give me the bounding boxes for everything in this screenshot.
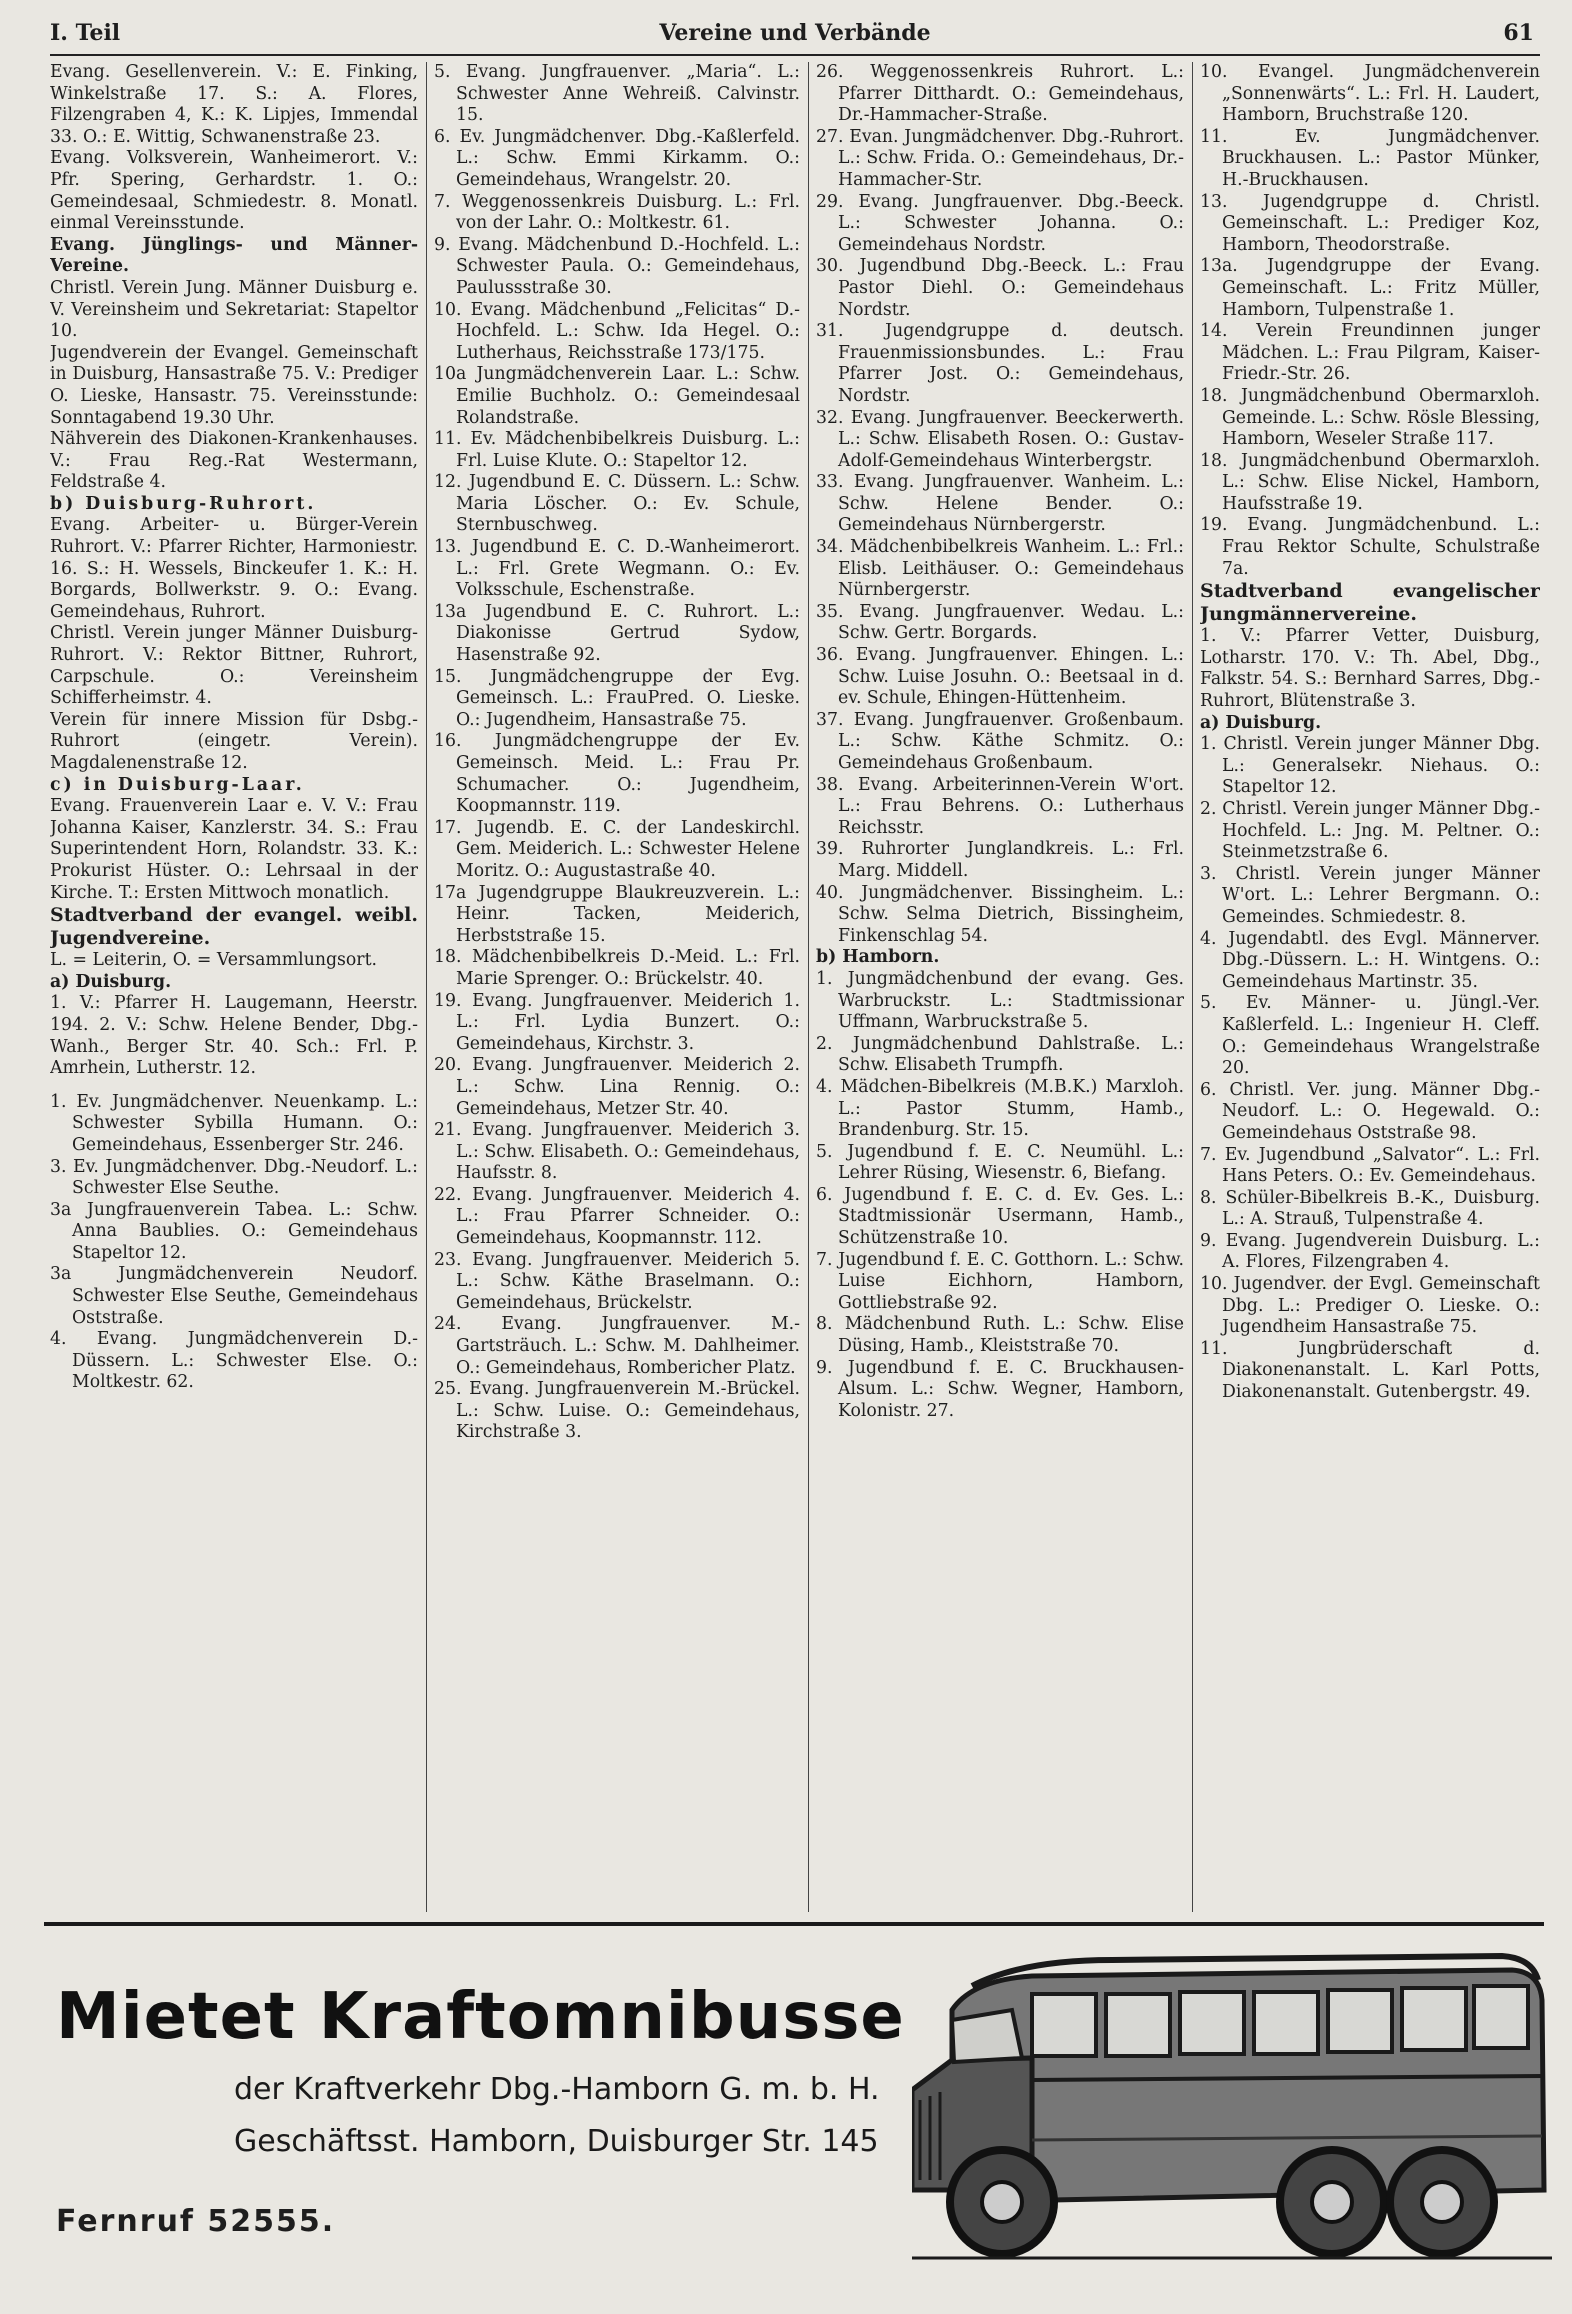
ad-address: Geschäftsst. Hamborn, Duisburger Str. 145 [234, 2124, 879, 2159]
list-item: 23. Evang. Jungfrauenver. Meiderich 5. L.: Schw. Käthe Braselmann. O.: Gemeindehaus, Brückelstr. [434, 1249, 800, 1313]
columns [50, 62, 1540, 1912]
column-1 [50, 62, 418, 1912]
column-3 [816, 62, 1184, 1912]
list-item: 24. Evang. Jungfrauenver. M.-Gartsträuch. L.: Schw. M. Dahlheimer. O.: Gemeindehaus, Rombericher Platz. [434, 1314, 800, 1378]
list-item: 13. Jugendbund E. C. D.-Wanheimerort. L.: Frl. Grete Wegmann. O.: Ev. Volksschule, Eschenstraße. [434, 537, 800, 601]
list-item: 10. Evangel. Jungmädchenverein „Sonnenwärts“. L.: Frl. H. Laudert, Hamborn, Bruchstraße 120. [1200, 62, 1540, 126]
list-item: 15. Jungmädchengruppe der Evg. Gemeinsch. L.: FrauPred. O. Lieske. O.: Jugendheim, Hansastraße 75. [434, 666, 800, 730]
entry: Evang. Arbeiter- u. Bürger-Verein Ruhrort. V.: Pfarrer Richter, Harmoniestr. 16. S.: H. Wessels, Binckeufer 1. K.: H. Borgards, Bollwerkstr. 9. O.: Evang. Gemeindehaus, Ruhrort. [50, 515, 418, 622]
list-item: 17. Jugendb. E. C. der Landeskirchl. Gem. Meiderich. L.: Schwester Helene Moritz. O.: Augustastraße 40. [434, 817, 800, 881]
list-item: 4. Evang. Jungmädchenverein D.-Düssern. L.: Schwester Else. O.: Moltkestr. 62. [50, 1329, 418, 1393]
list-item: 17a Jugendgruppe Blaukreuzverein. L.: Heinr. Tacken, Meiderich, Herbststraße 15. [434, 882, 800, 946]
list-item: 10. Jugendver. der Evgl. Gemeinschaft Dbg. L.: Prediger O. Lieske. O.: Jugendheim Hansastraße 75. [1200, 1274, 1540, 1338]
running-title: Vereine und Verbände [659, 20, 931, 46]
list-item: 7. Ev. Jugendbund „Salvator“. L.: Frl. Hans Peters. O.: Ev. Gemeindehaus. [1200, 1144, 1540, 1187]
list-item: 13. Jugendgruppe d. Christl. Gemeinschaft. L.: Prediger Koz, Hamborn, Theodorstraße. [1200, 191, 1540, 255]
list-item: 25. Evang. Jungfrauenverein M.-Brückel. L.: Schw. Luise. O.: Gemeindehaus, Kirchstraße 3. [434, 1379, 800, 1443]
list-item: 3. Ev. Jungmädchenver. Dbg.-Neudorf. L.: Schwester Else Seuthe. [50, 1156, 418, 1199]
list-item: 8. Schüler-Bibelkreis B.-K., Duisburg. L.: A. Strauß, Tulpenstraße 4. [1200, 1187, 1540, 1230]
list-item: 5. Jugendbund f. E. C. Neumühl. L.: Lehrer Rüsing, Wiesenstr. 6, Biefang. [816, 1141, 1184, 1184]
subsection-heading: b) Duisburg-Ruhrort. [50, 493, 317, 514]
list-item: 14. Verein Freundinnen junger Mädchen. L.: Frau Pilgram, Kaiser-Friedr.-Str. 26. [1200, 321, 1540, 385]
list-item: 27. Evan. Jungmädchenver. Dbg.-Ruhrort. L.: Schw. Frida. O.: Gemeindehaus, Dr.-Hammacher-Str. [816, 126, 1184, 190]
subsection-heading: c) in Duisburg-Laar. [50, 774, 305, 795]
subsection-heading: a) Duisburg. [1200, 712, 1322, 733]
entry: 1. V.: Pfarrer H. Laugemann, Heerstr. 194. 2. V.: Schw. Helene Bender, Dbg.-Wanh., Berger Str. 40. Sch.: Frl. P. Amrhein, Lutherstr. 12. [50, 993, 418, 1079]
list-item: 31. Jugendgruppe d. deutsch. Frauenmissionsbundes. L.: Frau Pfarrer Jost. O.: Gemeindehaus, Nordstr. [816, 321, 1184, 406]
entry: Christl. Verein Jung. Männer Duisburg e. V. Vereinsheim und Sekretariat: Stapeltor 10. [50, 277, 418, 342]
list-item: 11. Jungbrüderschaft d. Diakonenanstalt. L. Karl Potts, Diakonenanstalt. Gutenbergstr. 49. [1200, 1338, 1540, 1403]
list-item: 9. Jugendbund f. E. C. Bruckhausen-Alsum. L.: Schw. Wegner, Hamborn, Kolonistr. 27. [816, 1357, 1184, 1421]
list-item: 3a Jungmädchenverein Neudorf. Schwester Else Seuthe, Gemeindehaus Oststraße. [50, 1264, 418, 1328]
list-item: 21. Evang. Jungfrauenver. Meiderich 3. L.: Schw. Elisabeth. O.: Gemeindehaus, Haufsstr. 8. [434, 1120, 800, 1184]
page-header [50, 14, 1540, 56]
ad-company: der Kraftverkehr Dbg.-Hamborn G. m. b. H. [234, 2072, 880, 2107]
entry: Verein für innere Mission für Dsbg.-Ruhrort (eingetr. Verein). Magdalenenstraße 12. [50, 709, 418, 773]
list-item: 9. Evang. Mädchenbund D.-Hochfeld. L.: Schwester Paula. O.: Gemeindehaus, Paulussstraße 30. [434, 234, 800, 298]
list-item: 11. Ev. Jungmädchenver. Bruckhausen. L.: Pastor Münker, H.-Bruckhausen. [1200, 126, 1540, 190]
list-item: 36. Evang. Jungfrauenver. Ehingen. L.: Schw. Luise Josuhn. O.: Beetsaal in d. ev. Schule, Ehingen-Hüttenheim. [816, 645, 1184, 709]
subsection-heading: b) Hamborn. [816, 947, 940, 968]
list-item: 1. Jungmädchenbund der evang. Ges. Warbruckstr. L.: Stadtmissionar Uffmann, Warbruckstraße 5. [816, 968, 1184, 1033]
ad-title: Mietet Kraftomnibusse [56, 1980, 905, 2054]
list-item: 18. Jungmädchenbund Obermarxloh. L.: Schw. Elise Nickel, Hamborn, Haufsstraße 19. [1200, 450, 1540, 514]
list-item: 3. Christl. Verein junger Männer W'ort. L.: Lehrer Bergmann. O.: Gemeindes. Schmiedestr. 8. [1200, 863, 1540, 927]
list-item: 1. Ev. Jungmädchenver. Neuenkamp. L.: Schwester Sybilla Humann. O.: Gemeindehaus, Essenberger Str. 246. [50, 1091, 418, 1155]
list-item: 4. Mädchen-Bibelkreis (M.B.K.) Marxloh. L.: Pastor Stumm, Hamb., Brandenburg. Str. 15. [816, 1076, 1184, 1141]
column-2 [434, 62, 800, 1912]
list-item: 19. Evang. Jungfrauenver. Meiderich 1. L.: Frl. Lydia Bunzert. O.: Gemeindehaus, Kirchstr. 3. [434, 990, 800, 1054]
list-item: 35. Evang. Jungfrauenver. Wedau. L.: Schw. Gertr. Borgards. [816, 601, 1184, 644]
advertisement [44, 1922, 1544, 2292]
list-item: 3a Jungfrauenverein Tabea. L.: Schw. Anna Baublies. O.: Gemeindehaus Stapeltor 12. [50, 1199, 418, 1263]
list-item: 2. Jungmädchenbund Dahlstraße. L.: Schw. Elisabeth Trumpfh. [816, 1033, 1184, 1076]
entry: Evang. Volksverein, Wanheimerort. V.: Pfr. Spering, Gerhardstr. 1. O.: Gemeindesaal, Schmiedestr. 8. Monatl. einmal Vereinsstunde. [50, 148, 418, 234]
list-item: 39. Ruhrorter Junglandkreis. L.: Frl. Marg. Middell. [816, 839, 1184, 881]
list-item: 2. Christl. Verein junger Männer Dbg.-Hochfeld. L.: Jng. M. Peltner. O.: Steinmetzstraße 6. [1200, 799, 1540, 863]
federation-heading: Stadtverband evangelischer Jungmännervereine. [1200, 580, 1540, 626]
page-number: 61 [1503, 20, 1534, 46]
list-item: 4. Jugendabtl. des Evgl. Männerver. Dbg.-Düssern. L.: H. Wintgens. O.: Gemeindehaus Martinstr. 35. [1200, 928, 1540, 992]
entry: Christl. Verein junger Männer Duisburg-Ruhrort. V.: Rektor Bittner, Ruhrort, Carpschule. O.: Vereinsheim Schifferheimstr. 4. [50, 623, 418, 709]
legend: L. = Leiterin, O. = Versammlungsort. [50, 950, 378, 971]
list-item: 26. Weggenossenkreis Ruhrort. L.: Pfarrer Ditthardt. O.: Gemeindehaus, Dr.-Hammacher-Straße. [816, 62, 1184, 126]
list-item: 13a. Jugendgruppe der Evang. Gemeinschaft. L.: Fritz Müller, Hamborn, Tulpenstraße 1. [1200, 256, 1540, 320]
subsection-heading: a) Duisburg. [50, 971, 172, 992]
list-item: 5. Evang. Jungfrauenver. „Maria“. L.: Schwester Anne Wehreiß. Calvinstr. 15. [434, 62, 800, 126]
federation-heading: Stadtverband der evangel. weibl. Jugendvereine. [50, 904, 418, 950]
list-item: 40. Jungmädchenver. Bissingheim. L.: Schw. Selma Dietrich, Bissingheim, Finkenschlag 54. [816, 882, 1184, 946]
bus-illustration [912, 1940, 1552, 2290]
list-item: 6. Ev. Jungmädchenver. Dbg.-Kaßlerfeld. L.: Schw. Emmi Kirkamm. O.: Gemeindehaus, Wrangelstr. 20. [434, 126, 800, 190]
list-item: 12. Jugendbund E. C. Düssern. L.: Schw. Maria Löscher. O.: Ev. Schule, Sternbuschweg. [434, 472, 800, 536]
column-4 [1200, 62, 1540, 1912]
list-item: 5. Ev. Männer- u. Jüngl.-Ver. Kaßlerfeld. L.: Ingenieur H. Cleff. O.: Gemeindehaus Wrangelstraße 20. [1200, 993, 1540, 1079]
list-item: 7. Jugendbund f. E. C. Gotthorn. L.: Schw. Luise Eichhorn, Hamborn, Gottliebstraße 92. [816, 1249, 1184, 1313]
section-heading: Evang. Jünglings- und Männer-Vereine. [50, 234, 418, 277]
list-item: 33. Evang. Jungfrauenver. Wanheim. L.: Schw. Helene Bender. O.: Gemeindehaus Nürnbergerstr. [816, 472, 1184, 536]
list-item: 18. Mädchenbibelkreis D.-Meid. L.: Frl. Marie Sprenger. O.: Brückelstr. 40. [434, 947, 800, 989]
entry: Evang. Gesellenverein. V.: E. Finking, Winkelstraße 17. S.: A. Flores, Filzengraben 4, K.: K. Lipjes, Immendal 33. O.: E. Wittig, Schwanenstraße 23. [50, 62, 418, 147]
list-item: 29. Evang. Jungfrauenver. Dbg.-Beeck. L.: Schwester Johanna. O.: Gemeindehaus Nordstr. [816, 191, 1184, 255]
list-item: 19. Evang. Jungmädchenbund. L.: Frau Rektor Schulte, Schulstraße 7a. [1200, 515, 1540, 579]
list-item: 16. Jungmädchengruppe der Ev. Gemeinsch. Meid. L.: Frau Pr. Schumacher. O.: Jugendheim, Koopmannstr. 119. [434, 731, 800, 817]
list-item: 10. Evang. Mädchenbund „Felicitas“ D.-Hochfeld. L.: Schw. Ida Hegel. O.: Lutherhaus, Reichsstraße 173/175. [434, 299, 800, 363]
list-item: 11. Ev. Mädchenbibelkreis Duisburg. L.: Frl. Luise Klute. O.: Stapeltor 12. [434, 429, 800, 471]
list-item: 10a Jungmädchenverein Laar. L.: Schw. Emilie Buchholz. O.: Gemeindesaal Rolandstraße. [434, 364, 800, 428]
entry: Nähverein des Diakonen-Krankenhauses. V.: Frau Reg.-Rat Westermann, Feldstraße 4. [50, 429, 418, 493]
list-item: 34. Mädchenbibelkreis Wanheim. L.: Frl.: Elisb. Leithäuser. O.: Gemeindehaus Nürnbergerstr. [816, 537, 1184, 601]
list-item: 8. Mädchenbund Ruth. L.: Schw. Elise Düsing, Hamb., Kleiststraße 70. [816, 1314, 1184, 1357]
page [50, 14, 1540, 2304]
ad-phone: Fernruf 52555. [56, 2204, 336, 2239]
list-item: 1. Christl. Verein junger Männer Dbg. L.: Generalsekr. Niehaus. O.: Stapeltor 12. [1200, 734, 1540, 798]
part-label: I. Teil [50, 20, 121, 46]
list-item: 22. Evang. Jungfrauenver. Meiderich 4. L.: Frau Pfarrer Schneider. O.: Gemeindehaus, Koopmannstr. 112. [434, 1184, 800, 1249]
list-item: 30. Jugendbund Dbg.-Beeck. L.: Frau Pastor Diehl. O.: Gemeindehaus Nordstr. [816, 256, 1184, 320]
list-item: 37. Evang. Jungfrauenver. Großenbaum. L.: Schw. Käthe Schmitz. O.: Gemeindehaus Großenbaum. [816, 709, 1184, 773]
list-item: 13a Jugendbund E. C. Ruhrort. L.: Diakonisse Gertrud Sydow, Hasenstraße 92. [434, 601, 800, 666]
list-item: 32. Evang. Jungfrauenver. Beeckerwerth. L.: Schw. Elisabeth Rosen. O.: Gustav-Adolf-Gemeindehaus Winterbergstr. [816, 407, 1184, 471]
list-item: 6. Jugendbund f. E. C. d. Ev. Ges. L.: Stadtmissionär Usermann, Hamb., Schützenstraße 10. [816, 1184, 1184, 1249]
entry: Evang. Frauenverein Laar e. V. V.: Frau Johanna Kaiser, Kanzlerstr. 34. S.: Frau Superintendent Horn, Rolandstr. 33. K.: Prokurist Hüster. O.: Lehrsaal in der Kirche. T.: Ersten Mittwoch monatlich. [50, 796, 418, 903]
list-item: 18. Jungmädchenbund Obermarxloh. Gemeinde. L.: Schw. Rösle Blessing, Hamborn, Weseler Straße 117. [1200, 385, 1540, 450]
entry: Jugendverein der Evangel. Gemeinschaft in Duisburg, Hansastraße 75. V.: Prediger O. Lieske, Hansastr. 75. Vereinsstunde: Sonntagabend 19.30 Uhr. [50, 342, 418, 428]
list-item: 20. Evang. Jungfrauenver. Meiderich 2. L.: Schw. Lina Rennig. O.: Gemeindehaus, Metzer Str. 40. [434, 1055, 800, 1119]
list-item: 9. Evang. Jugendverein Duisburg. L.: A. Flores, Filzengraben 4. [1200, 1230, 1540, 1273]
entry: 1. V.: Pfarrer Vetter, Duisburg, Lotharstr. 170. V.: Th. Abel, Dbg., Falkstr. 54. S.: Bernhard Sarres, Dbg.-Ruhrort, Blütenstraße 3. [1200, 626, 1540, 712]
list-item: 6. Christl. Ver. jung. Männer Dbg.-Neudorf. L.: O. Hegewald. O.: Gemeindehaus Oststraße 98. [1200, 1079, 1540, 1143]
list-item: 38. Evang. Arbeiterinnen-Verein W'ort. L.: Frau Behrens. O.: Lutherhaus Reichsstr. [816, 774, 1184, 838]
list-item: 7. Weggenossenkreis Duisburg. L.: Frl. von der Lahr. O.: Moltkestr. 61. [434, 191, 800, 234]
